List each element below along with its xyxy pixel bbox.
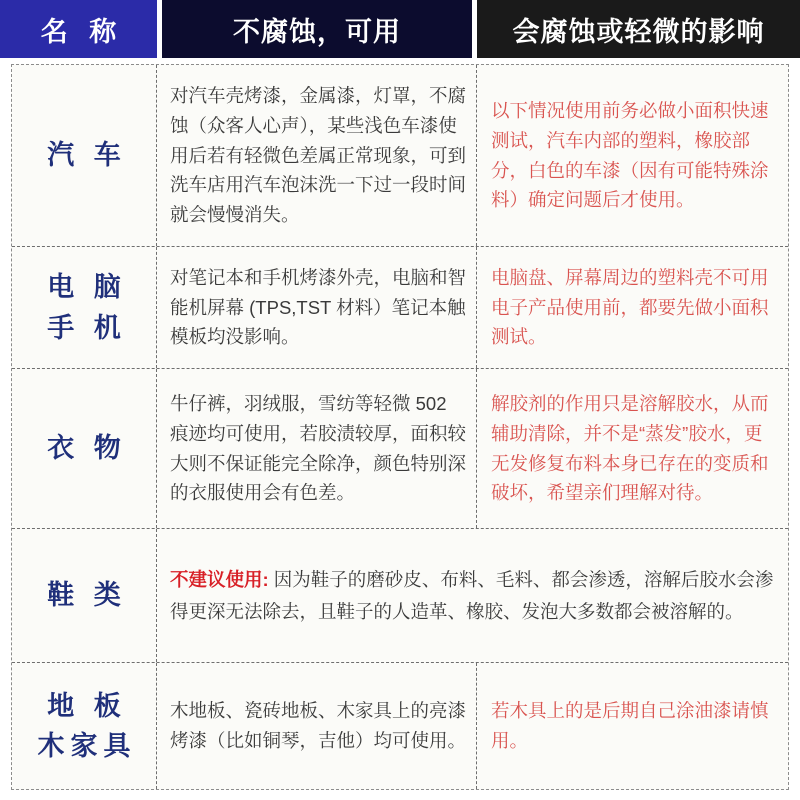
row-label-line1: 衣 物 — [47, 433, 127, 464]
header-cell-name: 名 称 — [0, 0, 157, 58]
row-safe-text: 牛仔裤，羽绒服，雪纺等轻微 502 痕迹均可使用，若胶渍较厚，面积较大则不保证能完全除净，颜色特别深的衣服使用会有色差。 — [157, 369, 477, 528]
row-label-line2: 木家具 — [37, 731, 137, 761]
row-merged-note — [157, 529, 788, 662]
table-row — [12, 65, 788, 247]
row-corrosive-text: 以下情况使用前务必做小面积快速测试，汽车内部的塑料，橡胶部分，白色的车漆（因有可能特殊涂料）确定问题后才使用。 — [491, 99, 769, 211]
header-cell-corrosive: 会腐蚀或轻微的影响 — [477, 0, 800, 58]
header-cell-safe: 不腐蚀，可用 — [162, 0, 472, 58]
row-label-line2: 手 机 — [47, 312, 127, 343]
row-label-clothing — [12, 369, 157, 528]
table-row — [12, 247, 788, 369]
table-row — [12, 663, 788, 789]
table-body — [11, 64, 789, 790]
table-row — [12, 529, 788, 663]
table-header-row — [0, 0, 800, 58]
row-label-shoes — [12, 529, 157, 662]
row-corrosive-text: 解胶剂的作用只是溶解胶水，从而辅助清除，并不是“蒸发”胶水，更无发修复布料本身已存在的变质和破坏，希望亲们理解对待。 — [491, 392, 769, 504]
row-corrosive-text: 电脑盘、屏幕周边的塑料壳不可用电子产品使用前，都要先做小面积测试。 — [491, 266, 769, 348]
row-label-line1: 地 板 — [47, 690, 127, 721]
row-label-computer-phone — [12, 247, 157, 368]
row-safe-text: 对汽车壳烤漆，金属漆，灯罩，不腐蚀（众客人心声），某些浅色车漆使用后若有轻微色差属正常现象，可到洗车店用汽车泡沫洗一下过一段时间就会慢慢消失。 — [157, 65, 477, 246]
row-label-floor-furniture — [12, 663, 157, 789]
row-label-line1: 电 脑 — [47, 272, 127, 302]
row-corrosive-text: 若木具上的是后期自己涂油漆请慎用。 — [491, 700, 769, 751]
row-safe-text: 木地板、瓷砖地板、木家具上的亮漆烤漆（比如铜琴，吉他）均可使用。 — [157, 663, 477, 789]
not-recommended-label: 不建议使用: — [170, 569, 269, 591]
row-label-automobile — [12, 65, 157, 246]
row-label-line1: 鞋 类 — [47, 580, 127, 611]
not-recommended-detail: 因为鞋子的磨砂皮、布料、毛料、都会渗透，溶解后胶水会渗得更深无法除去，且鞋子的人造革、橡胶、发泡大多数都会被溶解的。 — [170, 569, 774, 622]
row-label-line1: 汽 车 — [47, 140, 127, 171]
table-row — [12, 369, 788, 529]
row-safe-text: 对笔记本和手机烤漆外壳，电脑和智能机屏幕 (TPS,TST 材料）笔记本触模板均没影响。 — [157, 247, 477, 368]
